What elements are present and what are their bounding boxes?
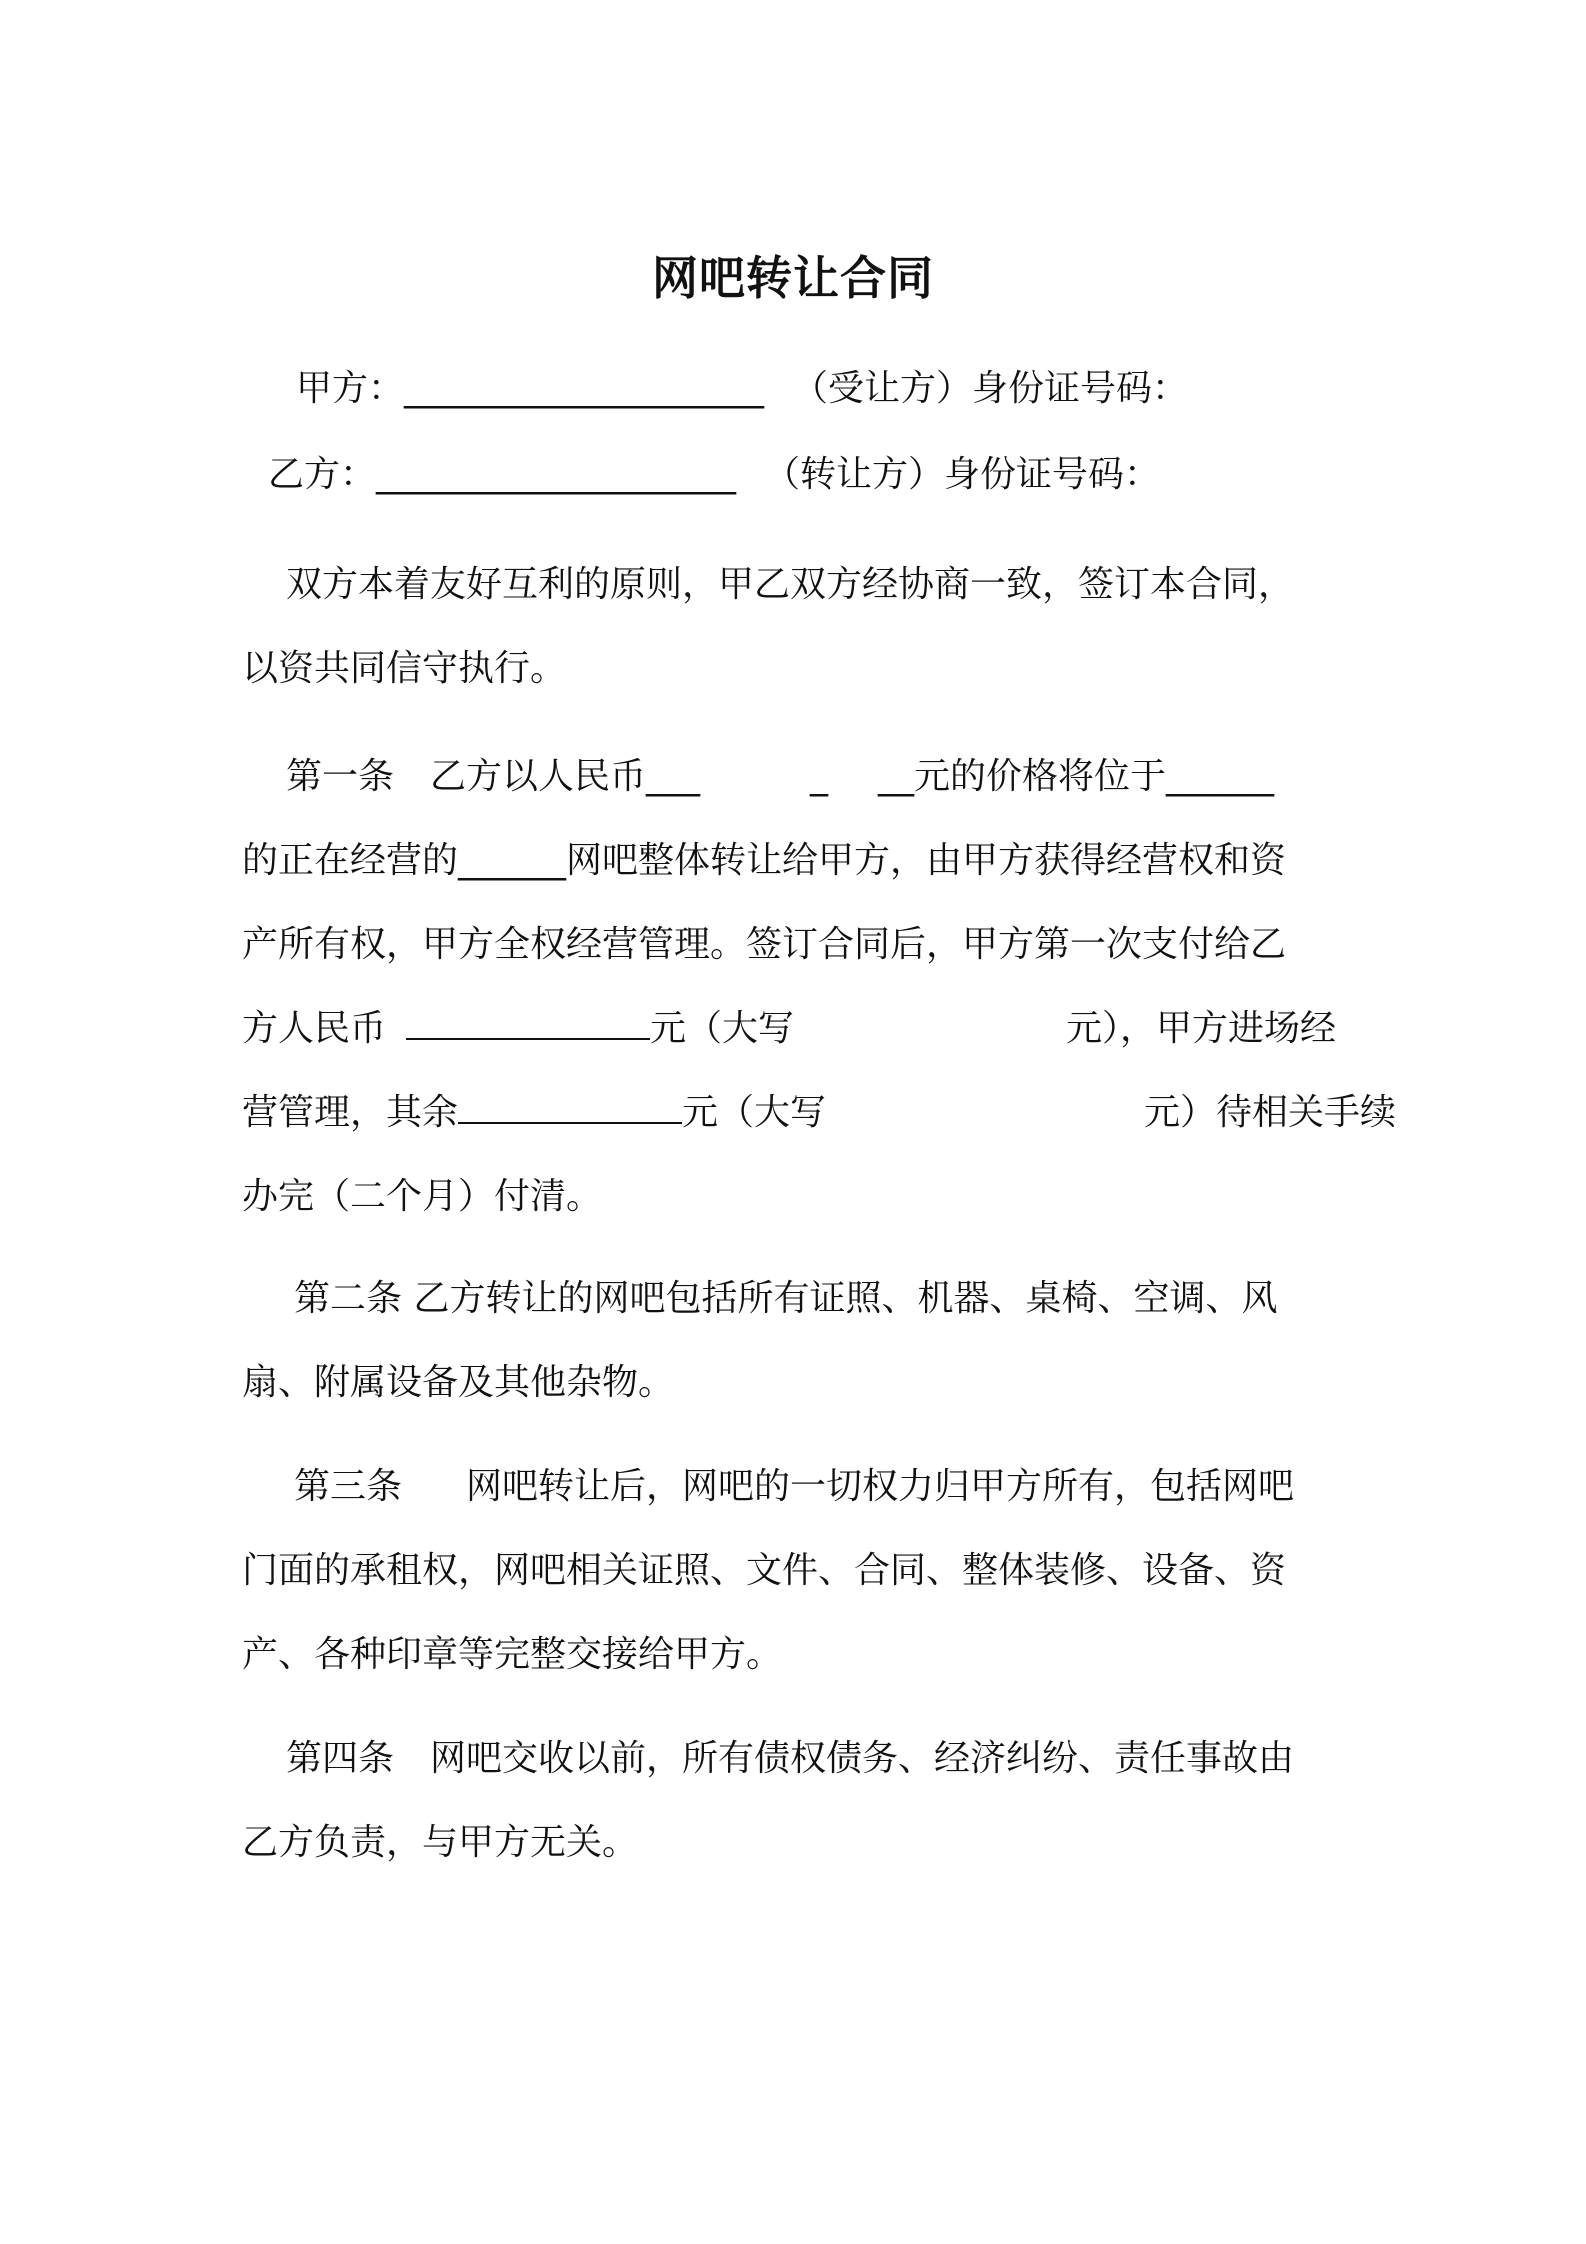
- intro-line-1: 双方本着友好互利的原则，甲乙双方经协商一致，签订本合同，: [286, 564, 1295, 605]
- article-1-l5-amount-blank: [458, 1088, 682, 1124]
- article-1-text-e: 元的价格将位于: [914, 756, 1167, 797]
- article-1-l5-b: 元（大写: [682, 1092, 827, 1133]
- article-3-label: 第三条: [294, 1466, 403, 1507]
- document-title: 网吧转让合同: [652, 251, 934, 305]
- intro-line-2: 以资共同信守执行。: [242, 648, 567, 689]
- article-3-line-1: [294, 1462, 1294, 1512]
- party-a-line: [296, 364, 1188, 414]
- article-1-text-a: 乙方以人民币: [430, 756, 647, 797]
- article-1-line-1: [286, 752, 1274, 802]
- article-1-l2-c: 网吧整体转让给甲方，由甲方获得经营权和资: [566, 840, 1287, 881]
- party-b-line: [268, 450, 1160, 500]
- article-1-l5-a: 营管理，其余: [242, 1092, 459, 1133]
- article-3-line-1-text: 网吧转让后，网吧的一切权力归甲方所有，包括网吧: [466, 1466, 1295, 1507]
- article-1-l4-b: 元（大写: [650, 1008, 795, 1049]
- article-1-line-5: [242, 1088, 1396, 1138]
- article-1-blank-3: __: [878, 756, 915, 797]
- article-1-blank-1: ___: [646, 756, 701, 797]
- party-a-blank: ____________________: [404, 368, 765, 409]
- article-1-label: 第一条: [286, 756, 395, 797]
- party-b-role: （转让方）身份证号码：: [764, 454, 1161, 495]
- article-4-line-1: [286, 1734, 1294, 1784]
- article-3-line-3: 产、各种印章等完整交接给甲方。: [242, 1634, 783, 1675]
- party-a-role: （受让方）身份证号码：: [792, 368, 1189, 409]
- party-b-blank: ____________________: [376, 454, 737, 495]
- article-3-line-2: 门面的承租权，网吧相关证照、文件、合同、整体装修、设备、资: [242, 1550, 1287, 1591]
- article-1-l4-a: 方人民币: [242, 1008, 387, 1049]
- article-1-l2-blank: ______: [458, 840, 567, 881]
- article-1-line-2: [242, 836, 1286, 886]
- article-2-line-1: 第二条 乙方转让的网吧包括所有证照、机器、桌椅、空调、风: [294, 1278, 1278, 1319]
- article-1-l4-c: 元），甲方进场经: [1066, 1008, 1337, 1049]
- article-2-line-2: 扇、附属设备及其他杂物。: [242, 1362, 675, 1403]
- party-a-label: 甲方：: [296, 368, 405, 409]
- article-1-blank-4: ______: [1166, 756, 1275, 797]
- article-1-blank-2: _: [810, 756, 829, 797]
- article-4-line-1-text: 网吧交收以前，所有债权债务、经济纠纷、责任事故由: [430, 1738, 1295, 1779]
- article-1-l2-a: 的正在经营的: [242, 840, 459, 881]
- article-1-l4-amount-blank: [406, 1004, 650, 1040]
- article-4-line-2: 乙方负责，与甲方无关。: [242, 1822, 639, 1863]
- article-1-line-6: 办完（二个月）付清。: [242, 1176, 603, 1217]
- article-1-line-3: 产所有权，甲方全权经营管理。签订合同后，甲方第一次支付给乙: [242, 924, 1287, 965]
- article-1-line-4: [242, 1004, 1336, 1054]
- party-b-label: 乙方：: [268, 454, 377, 495]
- article-4-label: 第四条: [286, 1738, 395, 1779]
- article-1-l5-c: 元）待相关手续: [1144, 1092, 1397, 1133]
